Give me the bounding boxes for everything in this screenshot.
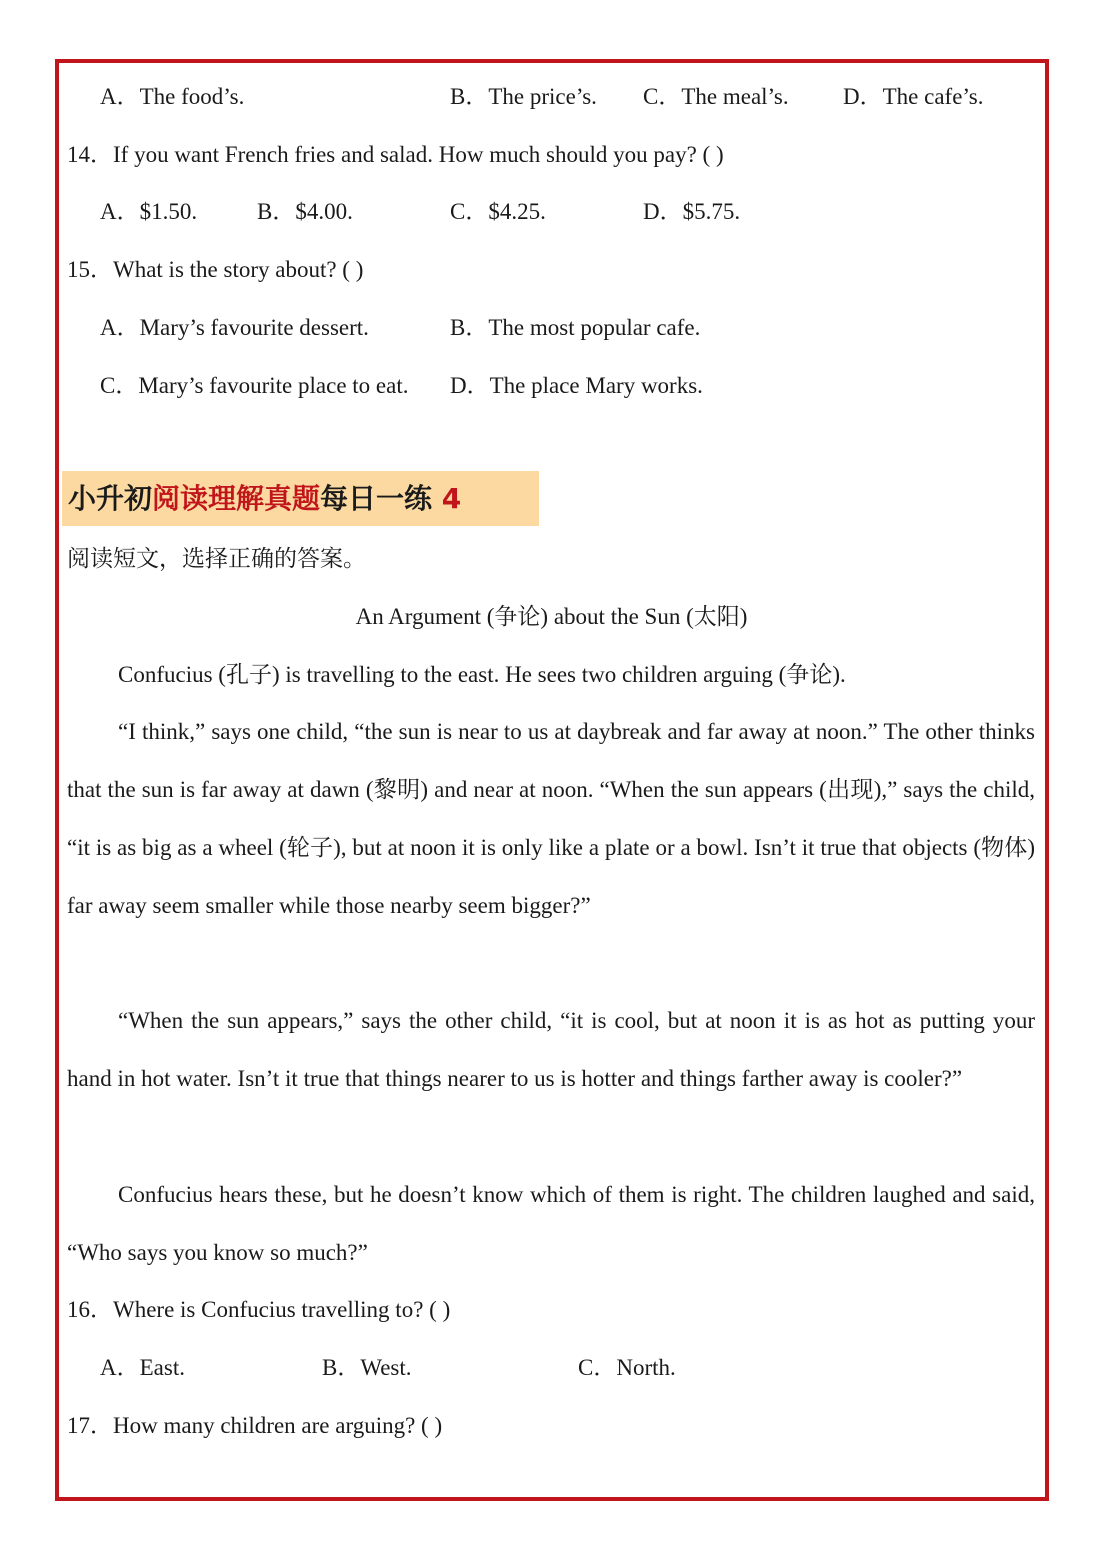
q16-option-a[interactable]: A．East. bbox=[100, 1355, 185, 1380]
q13-option-a[interactable]: A．The food’s. bbox=[100, 84, 245, 109]
banner-part1: 小升初 bbox=[68, 482, 153, 515]
q14-option-b[interactable]: B．$4.00. bbox=[257, 199, 353, 224]
q13-option-d[interactable]: D．The cafe’s. bbox=[843, 84, 984, 109]
q16-question: 16．Where is Confucius travelling to? ( ) bbox=[67, 1297, 451, 1322]
section-banner bbox=[62, 471, 539, 526]
q15-option-b[interactable]: B．The most popular cafe. bbox=[450, 315, 701, 340]
q13-option-c[interactable]: C．The meal’s. bbox=[643, 84, 789, 109]
q16-option-b[interactable]: B．West. bbox=[322, 1355, 412, 1380]
q13-option-b[interactable]: B．The price’s. bbox=[450, 84, 597, 109]
banner-part2: 阅读理解真题 bbox=[152, 482, 321, 515]
q17-question: 17．How many children are arguing? ( ) bbox=[67, 1413, 443, 1438]
passage-title: An Argument (争论) about the Sun (太阳) bbox=[355, 604, 748, 629]
banner-part3: 每日一练 bbox=[320, 482, 442, 515]
passage-p2-text: “I think,” says one child, “the sun is near to us at daybreak and far away at noon.” The other thinks that the sun is far away at dawn (黎明) and near at noon. “When the sun appears (出现),” says the child, “it is as big as a wheel (轮子), but at noon it is only like a plate or a bowl. Isn’t it true that objects (物体) far away seem smaller while those nearby seem bigger?” bbox=[67, 719, 1035, 918]
q14-option-c[interactable]: C．$4.25. bbox=[450, 199, 546, 224]
passage-p3-text: “When the sun appears,” says the other child, “it is cool, but at noon it is as hot as putting your hand in hot water. Isn’t it true that things nearer to us is hotter and things farther away is cooler?” bbox=[67, 1008, 1035, 1091]
q15-question: 15．What is the story about? ( ) bbox=[67, 257, 364, 282]
passage-paragraph-1 bbox=[67, 646, 1035, 704]
instruction-text: 阅读短文，选择正确的答案。 bbox=[67, 546, 366, 572]
q15-option-a[interactable]: A．Mary’s favourite dessert. bbox=[100, 315, 369, 340]
banner-part4: 4 bbox=[441, 482, 462, 515]
passage-paragraph-4 bbox=[67, 1166, 1035, 1282]
q16-option-c[interactable]: C．North. bbox=[578, 1355, 676, 1380]
q15-option-c[interactable]: C．Mary’s favourite place to eat. bbox=[100, 373, 409, 398]
q14-option-d[interactable]: D．$5.75. bbox=[643, 199, 741, 224]
passage-paragraph-2 bbox=[67, 703, 1035, 935]
passage-p1-text: Confucius (孔子) is travelling to the east. He sees two children arguing (争论). bbox=[118, 662, 846, 687]
q14-option-a[interactable]: A．$1.50. bbox=[100, 199, 198, 224]
q14-question: 14．If you want French fries and salad. How much should you pay? ( ) bbox=[67, 142, 724, 167]
q15-option-d[interactable]: D．The place Mary works. bbox=[450, 373, 703, 398]
passage-p4-text: Confucius hears these, but he doesn’t know which of them is right. The children laughed and said, “Who says you know so much?” bbox=[67, 1182, 1035, 1265]
passage-paragraph-3 bbox=[67, 992, 1035, 1108]
